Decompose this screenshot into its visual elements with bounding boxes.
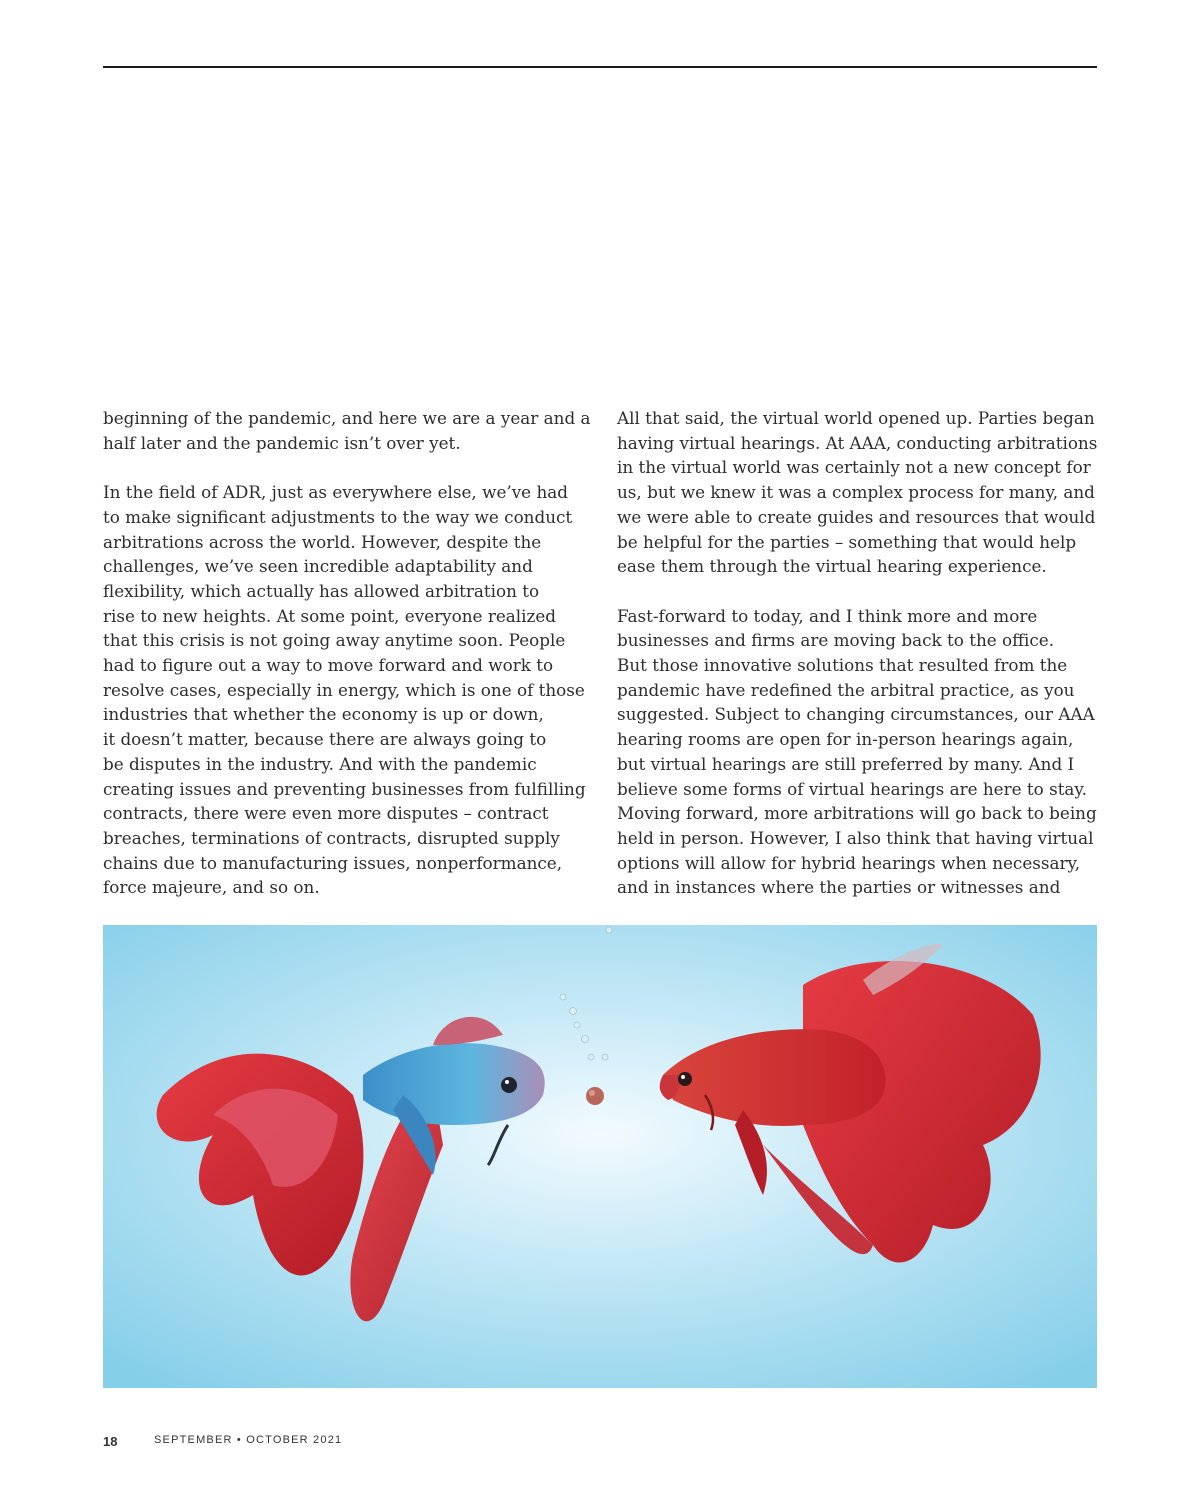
text-line: be helpful for the parties – something that would help (617, 531, 1077, 552)
page-footer (103, 1433, 343, 1451)
text-line: half later and the pandemic isn’t over yet. (103, 432, 461, 453)
text-line: it doesn’t matter, because there are always going to (103, 729, 547, 750)
text-line: suggested. Subject to changing circumstances, our AAA (617, 704, 1095, 725)
text-line: arbitrations across the world. However, despite the (103, 531, 542, 552)
text-line: industries that whether the economy is up or down, (103, 704, 544, 725)
text-line: in the virtual world was certainly not a new concept for (617, 457, 1091, 478)
text-line: challenges, we’ve seen incredible adaptability and (103, 556, 533, 577)
text-line: that this crisis is not going away anytime soon. People (103, 630, 566, 651)
text-line: rise to new heights. At some point, everyone realized (103, 605, 557, 626)
text-line: creating issues and preventing businesses from fulfilling (103, 778, 586, 799)
paragraph (617, 406, 1101, 579)
text-line: Moving forward, more arbitrations will go back to being (617, 803, 1097, 824)
paragraph (103, 480, 593, 900)
article-column-right (617, 406, 1101, 925)
text-line: All that said, the virtual world opened up. Parties began (617, 408, 1095, 428)
text-line: In the field of ADR, just as everywhere else, we’ve had (103, 482, 569, 503)
food-pellet (586, 1087, 604, 1105)
text-line: pandemic have redefined the arbitral practice, as you (617, 679, 1075, 700)
text-line: But those innovative solutions that resulted from the (617, 655, 1068, 676)
text-line: businesses and firms are moving back to the office. (617, 630, 1055, 651)
top-rule (103, 66, 1097, 68)
text-line: chains due to manufacturing issues, nonperformance, (103, 852, 563, 873)
text-line: breaches, terminations of contracts, disrupted supply (103, 827, 560, 848)
text-line: to make significant adjustments to the way we conduct (103, 506, 573, 527)
text-line: hearing rooms are open for in-person hearings again, (617, 729, 1074, 750)
text-line: contracts, there were even more disputes – contract (103, 803, 549, 824)
text-line: beginning of the pandemic, and here we are a year and a (103, 408, 591, 428)
issue-date: SEPTEMBER • OCTOBER 2021 (154, 1434, 343, 1446)
text-line: held in person. However, I also think that having virtual (617, 827, 1094, 848)
text-line: but virtual hearings are still preferred by many. And I (617, 753, 1075, 774)
paragraph (103, 406, 593, 455)
text-line: having virtual hearings. At AAA, conducting arbitrations (617, 432, 1098, 453)
article-column-left (103, 406, 593, 925)
text-line: resolve cases, especially in energy, which is one of those (103, 679, 585, 700)
text-line: us, but we knew it was a complex process for many, and (617, 482, 1095, 503)
text-line: Fast-forward to today, and I think more and more (617, 605, 1038, 626)
text-line: options will allow for hybrid hearings when necessary, (617, 852, 1081, 873)
paragraph (617, 604, 1101, 900)
page-number: 18 (103, 1434, 118, 1449)
betta-fish-photo (103, 925, 1097, 1388)
text-line: force majeure, and so on. (103, 877, 320, 898)
text-line: believe some forms of virtual hearings are here to stay. (617, 778, 1088, 799)
text-line: flexibility, which actually has allowed arbitration to (103, 580, 540, 601)
text-line: and in instances where the parties or witnesses and (617, 877, 1061, 898)
text-line: we were able to create guides and resources that would (617, 506, 1096, 527)
text-line: be disputes in the industry. And with the pandemic (103, 753, 537, 774)
text-line: ease them through the virtual hearing experience. (617, 556, 1047, 577)
text-line: had to figure out a way to move forward and work to (103, 655, 554, 676)
